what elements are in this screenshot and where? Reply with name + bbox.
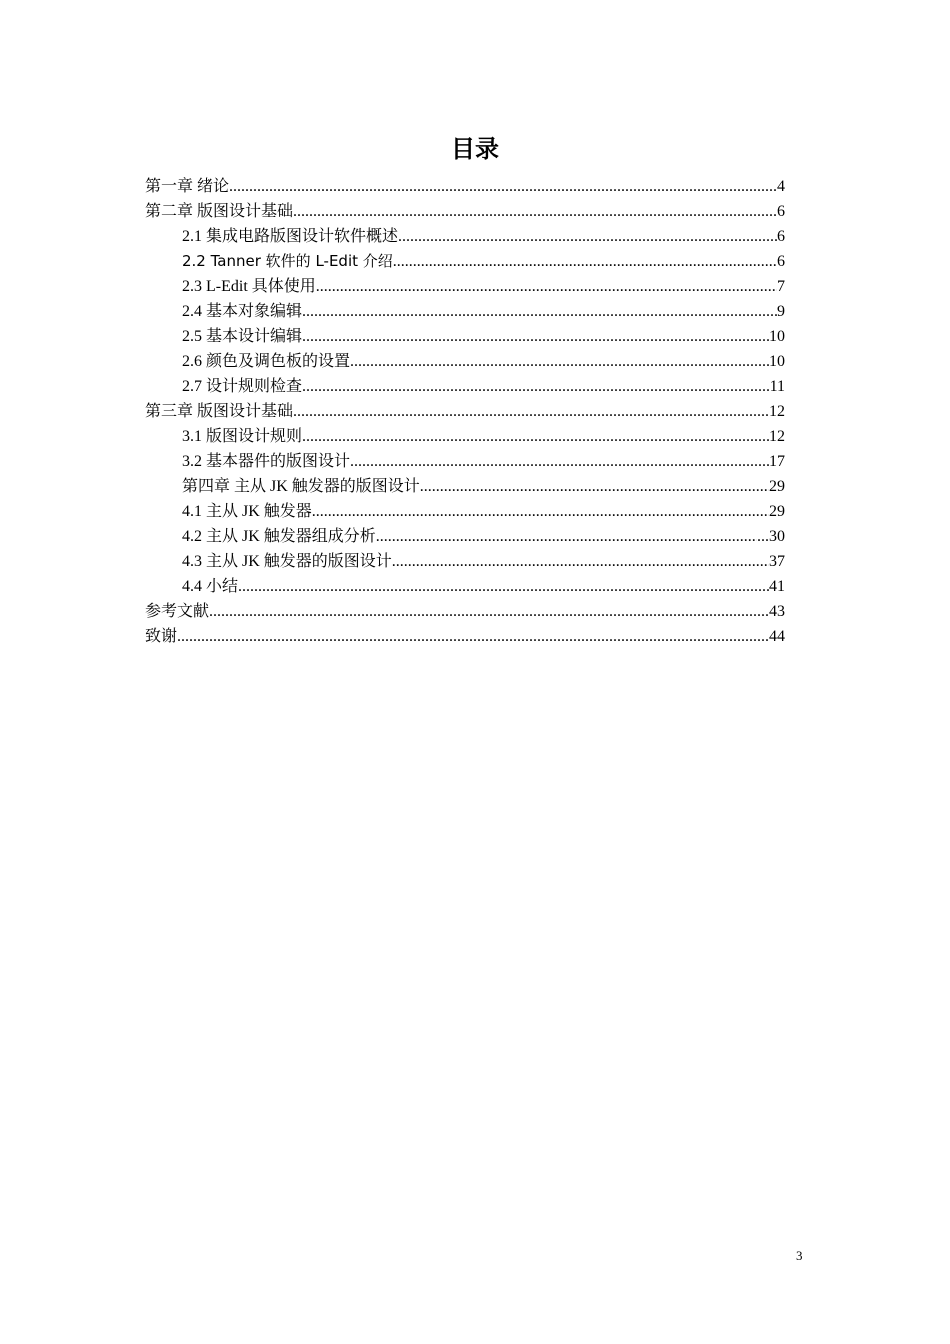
toc-dot-leader — [209, 599, 769, 624]
toc-entry-label: 2.6 颜色及调色板的设置 — [182, 353, 351, 370]
toc-entry-page: 12 — [769, 428, 785, 445]
toc-entry-page: 41 — [769, 578, 785, 595]
toc-entry-label: 第二章 版图设计基础 — [145, 203, 294, 220]
toc-entry-3-1[interactable] — [145, 424, 785, 449]
page-title: 目录 — [451, 135, 499, 163]
toc-entry-page: 12 — [769, 403, 785, 420]
toc-entry-label: 4.3 主从 JK 触发器的版图设计 — [182, 553, 392, 570]
toc-entry-acknowledgements[interactable] — [145, 624, 785, 649]
toc-entry-2-7[interactable] — [145, 374, 785, 399]
toc-dot-leader — [229, 174, 777, 199]
toc-entry-label: 2.7 设计规则检查 — [182, 378, 303, 395]
toc-entry-label: 3.2 基本器件的版图设计 — [182, 453, 351, 470]
toc-dot-leader — [302, 299, 777, 324]
toc-entry-page: 6 — [777, 203, 785, 220]
toc-entry-label: 4.1 主从 JK 触发器 — [182, 503, 312, 520]
toc-entry-chapter-2[interactable] — [145, 199, 785, 224]
toc-entry-label: 2.1 集成电路版图设计软件概述 — [182, 228, 399, 245]
toc-entry-page: 10 — [769, 353, 785, 370]
page-number: 3 — [796, 1248, 803, 1263]
toc-dot-leader — [293, 199, 777, 224]
toc-entry-chapter-1[interactable] — [145, 174, 785, 199]
toc-entry-label: 4.4 小结 — [182, 578, 239, 595]
toc-dot-leader — [376, 524, 757, 549]
toc-entry-label: 2.3 L-Edit 具体使用 — [182, 278, 316, 295]
toc-entry-2-2[interactable] — [145, 249, 785, 274]
toc-entry-label: 参考文献 — [145, 603, 210, 620]
toc-entry-page: 37 — [769, 553, 785, 570]
toc-dot-leader — [177, 624, 769, 649]
toc-entry-3-2[interactable] — [145, 449, 785, 474]
toc-entry-4-4[interactable] — [145, 574, 785, 599]
toc-entry-page: 6 — [777, 253, 785, 270]
toc-dot-leader — [302, 424, 769, 449]
toc-entry-references[interactable] — [145, 599, 785, 624]
toc-entry-2-3[interactable] — [145, 274, 785, 299]
toc-dot-leader — [293, 399, 769, 424]
toc-entry-label: 第四章 主从 JK 触发器的版图设计 — [182, 478, 420, 495]
toc-dot-leader — [238, 574, 769, 599]
toc-entry-label: 2.4 基本对象编辑 — [182, 303, 303, 320]
toc-entry-4-3[interactable] — [145, 549, 785, 574]
toc-dot-leader — [350, 449, 769, 474]
toc-entry-2-4[interactable] — [145, 299, 785, 324]
toc-entry-label: 2.5 基本设计编辑 — [182, 328, 303, 345]
toc-dot-leader — [302, 374, 770, 399]
toc-entry-page: 9 — [777, 303, 785, 320]
toc-dot-leader — [393, 249, 777, 274]
toc-entry-label: 3.1 版图设计规则 — [182, 428, 303, 445]
toc-entry-2-5[interactable] — [145, 324, 785, 349]
toc-entry-page: 7 — [777, 278, 785, 295]
table-of-contents — [145, 174, 785, 649]
toc-entry-page: 10 — [769, 328, 785, 345]
toc-dot-leader — [398, 224, 777, 249]
toc-entry-label: 致谢 — [145, 628, 178, 645]
toc-entry-page: 17 — [769, 453, 785, 470]
toc-entry-label: 第一章 绪论 — [145, 178, 230, 195]
toc-entry-4-2[interactable] — [145, 524, 785, 549]
toc-entry-4-1[interactable] — [145, 499, 785, 524]
toc-dot-leader — [420, 474, 769, 499]
toc-entry-page: 44 — [769, 628, 785, 645]
toc-dot-leader — [392, 549, 769, 574]
toc-entry-page: 4 — [777, 178, 785, 195]
toc-dot-leader — [350, 349, 769, 374]
toc-dot-leader — [316, 274, 777, 299]
toc-entry-label: 2.2 Tanner 软件的 L-Edit 介绍 — [182, 252, 393, 270]
toc-entry-label: 第三章 版图设计基础 — [145, 403, 294, 420]
toc-entry-chapter-3[interactable] — [145, 399, 785, 424]
toc-entry-page: ...30 — [757, 528, 785, 545]
toc-entry-page: 43 — [769, 603, 785, 620]
toc-entry-page: 6 — [777, 228, 785, 245]
toc-entry-page: 29 — [769, 478, 785, 495]
toc-dot-leader — [302, 324, 769, 349]
toc-entry-2-6[interactable] — [145, 349, 785, 374]
toc-entry-2-1[interactable] — [145, 224, 785, 249]
toc-entry-chapter-4[interactable] — [145, 474, 785, 499]
toc-entry-page: 11 — [769, 378, 785, 395]
toc-entry-page: 29 — [769, 503, 785, 520]
toc-entry-label: 4.2 主从 JK 触发器组成分析 — [182, 528, 376, 545]
toc-dot-leader — [312, 499, 769, 524]
